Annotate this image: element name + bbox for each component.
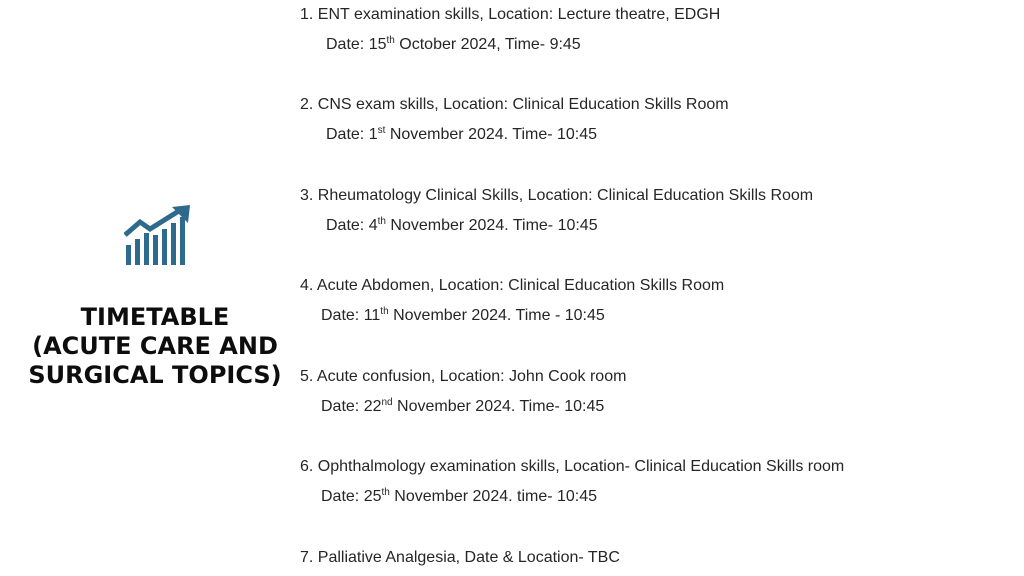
title-line-3: SURGICAL TOPICS) xyxy=(28,361,282,389)
session-heading: 2. CNS exam skills, Location: Clinical Education Skills Room xyxy=(300,96,729,113)
session-heading: 1. ENT examination skills, Location: Lecture theatre, EDGH xyxy=(300,6,721,23)
session-item-7 xyxy=(300,543,1020,573)
session-item-4 xyxy=(300,271,1020,331)
page-title xyxy=(20,303,290,390)
session-heading: 7. Palliative Analgesia, Date & Location- TBC xyxy=(300,549,620,566)
session-heading: 4. Acute Abdomen, Location: Clinical Education Skills Room xyxy=(300,277,725,294)
session-item-6 xyxy=(300,452,1020,512)
session-heading: 3. Rheumatology Clinical Skills, Location: Clinical Education Skills Room xyxy=(300,187,814,204)
session-heading: 5. Acute confusion, Location: John Cook room xyxy=(300,368,627,385)
session-item-2 xyxy=(300,90,1020,150)
left-panel xyxy=(0,0,300,576)
session-item-3 xyxy=(300,181,1020,241)
session-date: Date: 25th November 2024. time- 10:45 xyxy=(321,487,598,505)
title-line-2: (ACUTE CARE AND xyxy=(32,332,278,360)
session-date: Date: 22nd November 2024. Time- 10:45 xyxy=(321,397,605,415)
session-item-1 xyxy=(300,0,1020,60)
session-heading: 6. Ophthalmology examination skills, Location- Clinical Education Skills room xyxy=(300,458,845,475)
session-date: Date: 1st November 2024. Time- 10:45 xyxy=(326,125,598,143)
session-date: Date: 15th October 2024, Time- 9:45 xyxy=(326,35,581,53)
title-line-1: TIMETABLE xyxy=(80,303,230,331)
growth-chart-icon xyxy=(124,205,194,267)
session-date: Date: 11th November 2024. Time - 10:45 xyxy=(321,306,605,324)
session-item-5 xyxy=(300,362,1020,422)
session-date: Date: 4th November 2024. Time- 10:45 xyxy=(326,216,598,234)
